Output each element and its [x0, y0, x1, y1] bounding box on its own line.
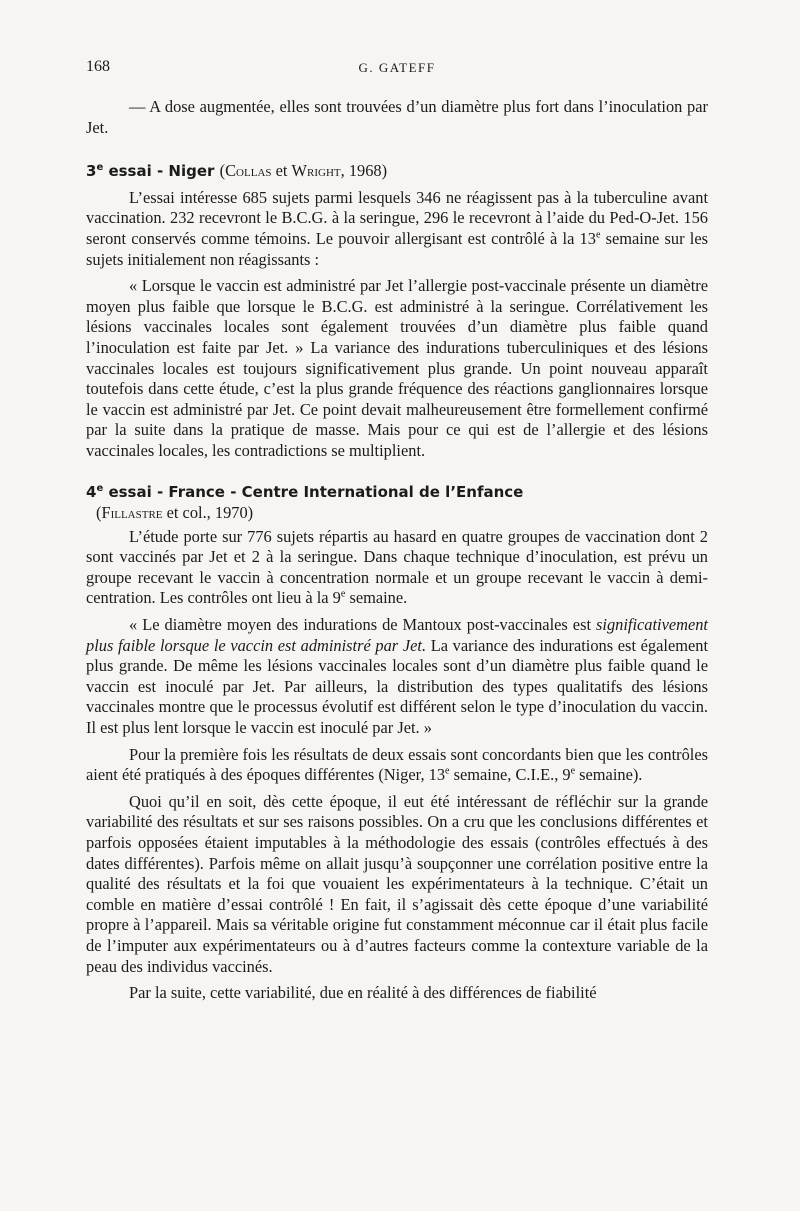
paragraph-intro: — A dose augmentée, elles sont trouvées d’un diamètre plus fort dans l’inoculation par Jet.	[86, 97, 708, 137]
heading-sup: e	[96, 162, 104, 174]
cite-et: et	[271, 161, 292, 181]
cite-open: (	[96, 503, 102, 523]
superscript: e	[595, 229, 601, 241]
emphasis: significativement plus faible lorsque le vaccin est administré par Jet.	[86, 615, 708, 655]
section-heading-essai-4	[86, 482, 708, 503]
paragraph-concordance	[86, 745, 708, 786]
heading-sup: e	[96, 482, 104, 494]
cite-author-1: Collas	[225, 161, 272, 181]
cite-rest: et col., 1970)	[162, 503, 254, 523]
superscript: e	[340, 589, 346, 600]
text-run: semaine sur les sujets initialement non réagissants :	[86, 228, 708, 269]
heading-title: essai - France - Centre International de l’Enfance	[103, 482, 524, 501]
running-head-author: G. GATEFF	[358, 60, 436, 75]
cite-author: Fillastre	[101, 503, 163, 523]
text-run: semaine.	[345, 588, 408, 608]
heading-number: 4	[86, 482, 97, 501]
cite-year: , 1968)	[340, 161, 388, 181]
page-number: 168	[86, 58, 110, 75]
text-run: L’essai intéresse 685 sujets parmi lesquels 346 ne réagissent pas à la tuberculine avant vaccination. 232 recevront le B.C.G. à la seringue, 296 le recevront à l’aide du Ped-O-Jet. 156 seront conservés comme témoins. Le pouvoir allergisant est contrôlé à la 13	[86, 187, 708, 248]
paragraph-essai-4-quote	[86, 615, 708, 739]
heading-title: essai - Niger	[103, 162, 220, 181]
paragraph-essai-3-results: « Lorsque le vaccin est administré par Jet l’allergie post-vaccinale présente un diamètre moyen plus faible que lorsque le B.C.G. est administré à la seringue. Corrélativement les lésions vaccinales locales sont également trouvées d’un diamètre plus faible quand l’inoculation est faite par Jet. » La variance des indurations tuberculiniques et des lésions vaccinales locales est toujours significativement plus grande. Un point nouveau apparaît toutefois dans cette étude, c’est la plus grande fréquence des réactions ganglionnaires lorsque le vaccin est administré par Jet. Ce point devait malheureusement être formellement confirmé par la suite dans la pratique de masse. Mais pour ce qui est de l’allergie et des lésions vaccinales locales, les contradictions se multiplient.	[86, 276, 708, 460]
paragraph-continuation: Par la suite, cette variabilité, due en réalité à des différences de fiabilité	[129, 983, 597, 1003]
text-run: Pour la première fois les résultats de deux essais sont concordants bien que les contrôles aient été pratiqués à des époques différentes (Niger, 13	[86, 744, 708, 785]
body-text	[86, 97, 708, 1004]
paragraph-variability: Quoi qu’il en soit, dès cette époque, il eut été intéressant de réfléchir sur la grande variabilité des résultats et sur ses raisons possibles. On a cru que les conclusions différentes et parfois opposées étaient imputables à la méthodologie des essais (contrôles effectués à des dates différentes). Parfois même on allait jusqu’à soupçonner une corrélation positive entre la qualité des résultats et la foi que vouaient les expérimentateurs à la technique. C’était un comble en matière d’essai contrôlé ! En fait, il s’agissait dès cette époque d’une variabilité propre à l’appareil. Mais sa véritable origine fut constamment méconnue car il était plus facile de l’imputer aux expérimentateurs ou à d’autres facteurs comme la contexture variable de la peau des individus vaccinés.	[86, 791, 708, 976]
cite-author-2: Wright	[291, 161, 341, 181]
cite-open: (	[219, 161, 226, 181]
paragraph-essai-4-design	[86, 527, 708, 609]
text-run: semaine, C.I.E., 9	[449, 765, 571, 785]
heading-number: 3	[86, 162, 97, 181]
text-run: semaine).	[575, 765, 643, 785]
section-heading-essai-3	[86, 161, 708, 182]
paragraph-essai-3-design	[86, 188, 708, 270]
heading-citation	[220, 161, 387, 180]
superscript: e	[445, 765, 450, 777]
running-head	[86, 58, 708, 80]
text-run: « Le diamètre moyen des indurations de Mantoux post-vaccinales est	[129, 615, 597, 635]
section-citation-essai-4	[96, 503, 708, 524]
text-run: L’étude porte sur 776 sujets répartis au hasard en quatre groupes de vaccination dont 2 sont vaccinés par Jet et 2 à la seringue. Dans chaque technique d’inoculation, est prévu un groupe recevant le vaccin à concentration normale et un groupe recevant le vaccin à demi-centration. Les contrôles ont lieu à la 9	[86, 526, 708, 608]
text-run: La variance des indurations est également plus grande. De même les lésions vaccinales locales sont d’un diamètre plus faible quand le vaccin est inoculé par Jet. Par ailleurs, la distribution des types qualitatifs des lésions vaccinales montre que le processus évolutif est différent selon le type d’inoculation du vaccin. Il est plus lent lorsque le vaccin est inoculé par Jet. »	[86, 635, 709, 738]
superscript: e	[570, 765, 576, 777]
